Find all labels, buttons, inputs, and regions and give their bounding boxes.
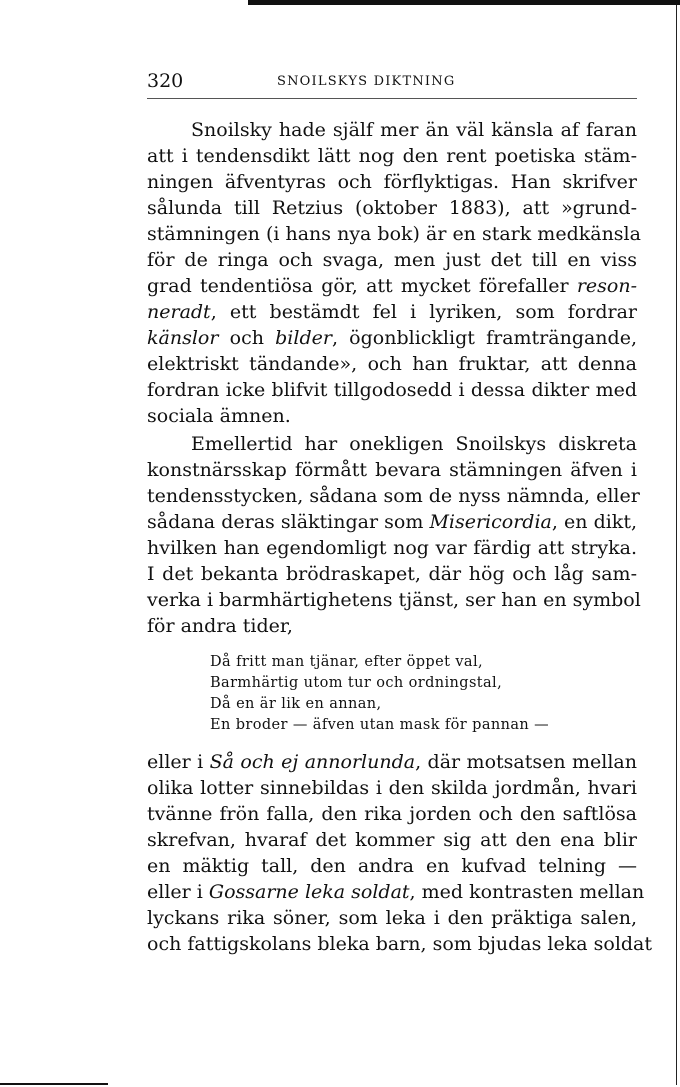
header-rule bbox=[147, 98, 637, 99]
running-title: SNOILSKYS DIKTNING bbox=[277, 74, 456, 89]
text-line: eller i Så och ej annorlunda, där motsatsen mellan bbox=[147, 751, 637, 773]
text-line: lyckans rika söner, som leka i den präktiga salen, bbox=[147, 907, 637, 929]
text-line: sådana deras släktingar som Misericordia, en dikt, bbox=[147, 511, 637, 533]
text-line: tvänne frön falla, den rika jorden och den saftlösa bbox=[147, 803, 637, 825]
text-line: att i tendensdikt lätt nog den rent poetiska stäm- bbox=[147, 145, 637, 167]
text-line: grad tendentiösa gör, att mycket förefaller reson- bbox=[147, 275, 637, 297]
italic-term: bilder bbox=[275, 327, 332, 349]
top-scan-border bbox=[248, 0, 680, 5]
text-line: stämningen (i hans nya bok) är en stark medkänsla bbox=[147, 223, 641, 245]
italic-title: Gossarne leka soldat bbox=[208, 881, 410, 903]
right-scan-edge bbox=[676, 5, 677, 1085]
text-line: hvilken han egendomligt nog var färdig att stryka. bbox=[147, 537, 637, 559]
verse-line: Barmhärtig utom tur och ordningstal, bbox=[210, 675, 503, 691]
text-line: konstnärsskap förmått bevara stämningen äfven i bbox=[147, 459, 637, 481]
bottom-scan-border bbox=[0, 1083, 108, 1085]
page-header bbox=[147, 70, 637, 94]
text-line: sålunda till Retzius (oktober 1883), att »grund- bbox=[147, 197, 637, 219]
text-line: ningen äfventyras och förflyktigas. Han skrifver bbox=[147, 171, 637, 193]
text-line: fordran icke blifvit tillgodosedd i dessa dikter med bbox=[147, 379, 637, 401]
italic-term: reson- bbox=[576, 275, 637, 297]
verse-line: Då fritt man tjänar, efter öppet val, bbox=[210, 654, 484, 670]
italic-term: neradt bbox=[147, 301, 211, 323]
text-line: Emellertid har onekligen Snoilskys diskreta bbox=[191, 433, 637, 455]
text-line: eller i Gossarne leka soldat, med kontrasten mellan bbox=[147, 881, 645, 903]
page-number: 320 bbox=[147, 70, 184, 92]
verse-line: Då en är lik en annan, bbox=[210, 696, 382, 712]
text-line: för andra tider, bbox=[147, 615, 293, 637]
text-line: olika lotter sinnebildas i den skilda jordmån, hvari bbox=[147, 777, 637, 799]
italic-title: Misericordia bbox=[429, 511, 552, 533]
verse-line: En broder — äfven utan mask för pannan — bbox=[210, 717, 550, 733]
text-line: neradt, ett bestämdt fel i lyriken, som fordrar bbox=[147, 301, 637, 323]
text-line: elektriskt tändande», och han fruktar, att denna bbox=[147, 353, 637, 375]
text-line: sociala ämnen. bbox=[147, 405, 291, 427]
italic-term: känslor bbox=[147, 327, 219, 349]
text-line: I det bekanta brödraskapet, där hög och låg sam- bbox=[147, 563, 637, 585]
text-line: och fattigskolans bleka barn, som bjudas leka soldat bbox=[147, 933, 653, 955]
text-line: för de ringa och svaga, men just det till en viss bbox=[147, 249, 637, 271]
text-line: skrefvan, hvaraf det kommer sig att den ena blir bbox=[147, 829, 637, 851]
text-line: Snoilsky hade själf mer än väl känsla af faran bbox=[191, 119, 637, 141]
text-line: en mäktig tall, den andra en kufvad telning — bbox=[147, 855, 637, 877]
text-line: tendensstycken, sådana som de nyss nämnda, eller bbox=[147, 485, 640, 507]
text-line: känslor och bilder, ögonblickligt framträngande, bbox=[147, 327, 637, 349]
text-line: verka i barmhärtighetens tjänst, ser han en symbol bbox=[147, 589, 641, 611]
italic-title: Så och ej annorlunda bbox=[209, 751, 416, 773]
